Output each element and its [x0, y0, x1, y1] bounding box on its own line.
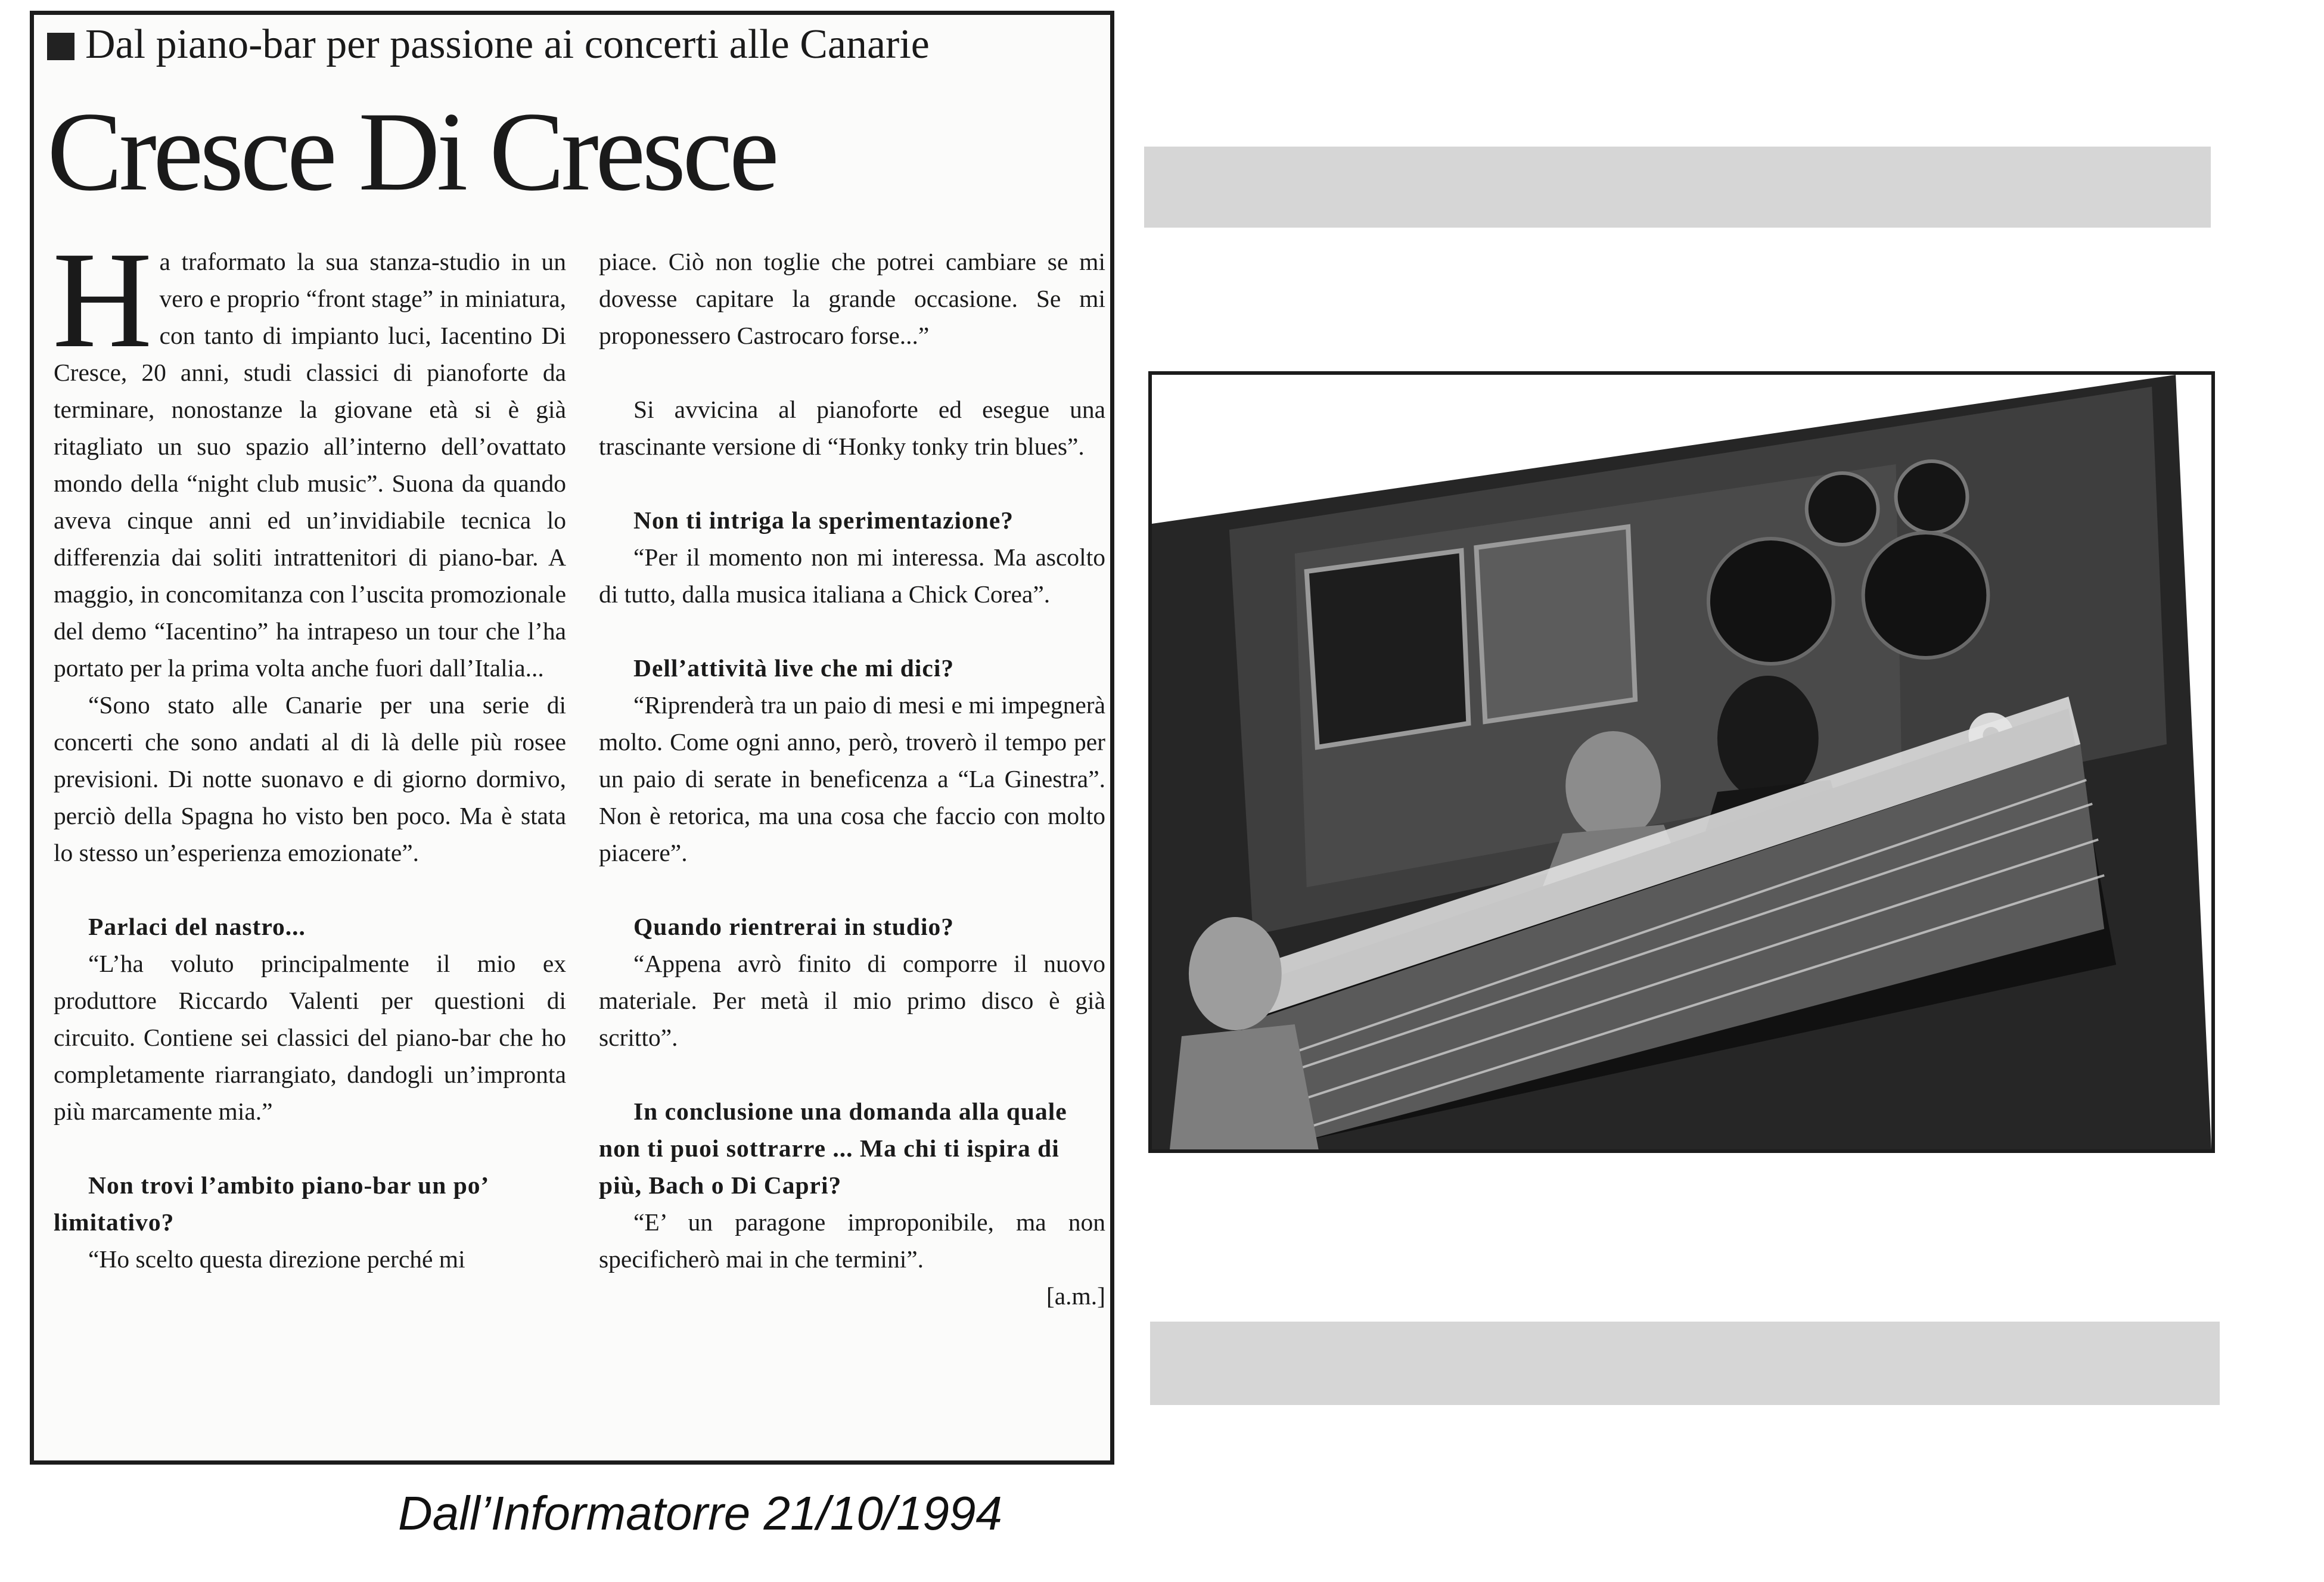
article-column-left	[52, 223, 566, 1278]
interview-answer: “Riprenderà tra un paio di mesi e mi impegnerà molto. Come ogni anno, però, troverò il tempo per un paio di serate in beneficenza a “La Ginestra”. Non è retorica, ma una cosa che faccio con molto piacere”.	[599, 691, 1105, 866]
kicker-square-icon	[47, 33, 74, 60]
source-caption: Dall’Informatorre 21/10/1994	[398, 1487, 1002, 1540]
article-headline: Cresce Di Cresce	[47, 89, 776, 215]
interview-answer: “Appena avrò finito di comporre il nuovo materiale. Per metà il mio primo disco è già scritto”.	[599, 950, 1105, 1051]
interview-answer: “Ho scelto questa direzione perché mi	[88, 1245, 465, 1273]
paragraph: “Sono stato alle Canarie per una serie di concerti che sono andati al di là delle più rosee previsioni. Di notte suonavo e di giorno dormivo, perciò della Spagna ho visto ben poco. Ma è stata lo stesso un’esperienza emozionate”.	[54, 691, 566, 866]
interview-question: Non trovi l’ambito piano-bar un po’ limitativo?	[54, 1171, 488, 1236]
interview-question: Quando rientrerai in studio?	[633, 913, 954, 940]
interview-question: Dell’attività live che mi dici?	[633, 654, 955, 682]
interview-answer: “E’ un paragone improponibile, ma non specificherò mai in che termini”.	[599, 1208, 1105, 1273]
drop-cap: H	[52, 223, 153, 377]
author-signature: [a.m.]	[1046, 1282, 1105, 1310]
interview-question: Non ti intriga la sperimentazione?	[633, 506, 1014, 534]
lead-paragraph	[52, 223, 566, 686]
article-clipping	[30, 11, 1114, 1465]
interview-question: Parlaci del nastro...	[88, 913, 306, 940]
interview-answer: “Per il momento non mi interessa. Ma ascolto di tutto, dalla musica italiana a Chick Corea”.	[599, 543, 1105, 608]
studio-photo	[1148, 371, 2215, 1153]
article-column-right	[599, 243, 1105, 1314]
paragraph: Si avvicina al pianoforte ed esegue una trascinante versione di “Honky tonky trin blues”.	[599, 396, 1105, 460]
studio-photo-image	[1152, 375, 2211, 1149]
grey-bar-top	[1144, 147, 2211, 228]
interview-answer: “L’ha voluto principalmente il mio ex produttore Riccardo Valenti per questioni di circuito. Contiene sei classici del piano-bar che ho completamente riarrangiato, dandogli un’impronta più marcamente mia.”	[54, 950, 566, 1125]
article-kicker	[47, 21, 930, 69]
kicker-text: Dal piano-bar per passione ai concerti alle Canarie	[85, 21, 930, 67]
grey-bar-bottom	[1150, 1322, 2220, 1405]
paragraph: piace. Ciò non toglie che potrei cambiare se mi dovesse capitare la grande occasione. Se mi proponessero Castrocaro forse...”	[599, 248, 1105, 349]
interview-question: In conclusione una domanda alla quale non ti puoi sottrarre ... Ma chi ti ispira di più, Bach o Di Capri?	[599, 1098, 1067, 1199]
lead-text: a traformato la sua stanza-studio in un vero e proprio “front stage” in miniatura, con tanto di impianto luci, Iacentino Di Cresce, 20 anni, studi classici di pianoforte da terminare, nonostanze la giovane età si è già ritagliato un suo spazio all’interno dell’ovattato mondo della “night club music”. Suona da quando aveva cinque anni ed un’invidiabile tecnica lo differenzia dai soliti intrattenitori di piano-bar. A maggio, in concomitanza con l’uscita promozionale del demo “Iacentino” ha intrapeso un tour che l’ha portato per la prima volta anche fuori dall’Italia...	[54, 248, 566, 682]
